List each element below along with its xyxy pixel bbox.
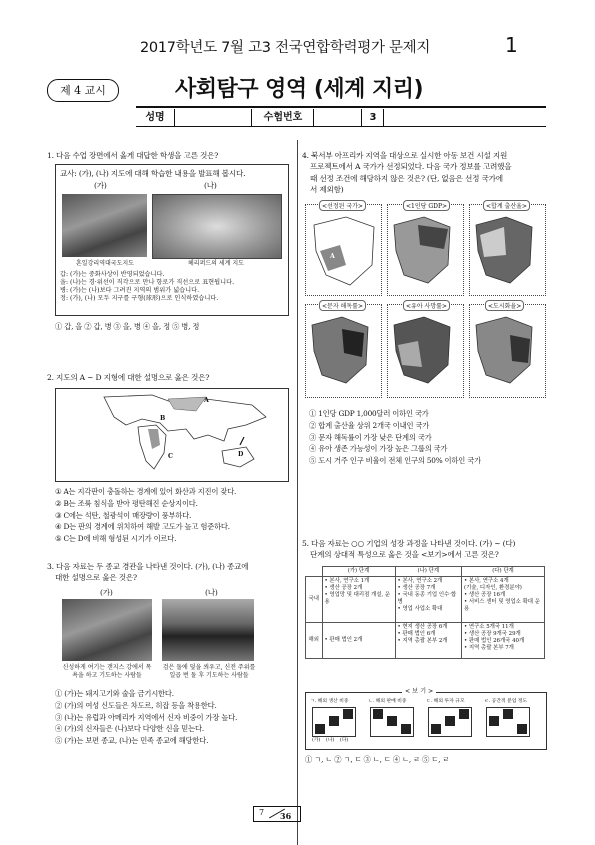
q1-caption-b: 헤리퍼드의 세계 지도: [188, 260, 244, 267]
axis-label-a: (가): [312, 738, 321, 743]
q4-option-3[interactable]: ③ 문자 해독률이 가장 낮은 단계의 국가: [309, 432, 432, 442]
q1-label-a: (가): [94, 181, 107, 190]
marker-a: A: [204, 397, 209, 404]
q4-option-5[interactable]: ⑤ 도시 거주 인구 비율이 전체 인구의 50% 이하인 국가: [309, 456, 481, 466]
fertility-map-shape: [470, 205, 545, 295]
q1-map-b: [152, 194, 282, 259]
bogi-graph-1: [312, 707, 356, 737]
stage-c-header: (다) 단계: [461, 567, 544, 577]
q1-options[interactable]: ① 갑, 을 ② 갑, 병 ③ 을, 병 ④ 을, 정 ⑤ 병, 정: [55, 322, 200, 331]
page-counter: [253, 806, 301, 822]
marker-b: B: [160, 415, 166, 422]
bogi-axis-labels: [312, 737, 542, 745]
map-label-a: A: [330, 253, 335, 260]
q4-stem-line4: 서 제외함): [310, 184, 344, 194]
column-divider: [297, 140, 298, 845]
q3-stem-line2: 대한 설명으로 옳은 것은?: [55, 573, 137, 583]
q1-label-b: (나): [204, 181, 217, 190]
q3-caption-b: 검은 돌에 덮을 씌우고, 신전 주위를 일곱 번 돌 후 기도하는 사람들: [162, 664, 256, 679]
q2-option-1[interactable]: ① A는 지각판이 충돌하는 경계에 있어 화산과 지진이 잦다.: [55, 487, 237, 496]
map-title-literacy: <문자 해독률>: [319, 300, 366, 311]
id-bar: [136, 109, 546, 127]
name-label: 성명: [145, 112, 165, 123]
literacy-map-shape: [306, 305, 381, 397]
q3-stem: [47, 561, 292, 584]
q3-label-a: (가): [100, 588, 113, 597]
axis-label-b: (나): [325, 738, 335, 743]
stage-a-header: (가) 단계: [322, 567, 395, 577]
map-gdp: [387, 204, 464, 296]
exam-title: 2017학년도 7월 고3 전국연합학력평가 문제지: [140, 40, 431, 56]
bogi-item-2: ㄴ. 해외 판매 비중: [368, 699, 407, 704]
q2-map: [55, 388, 289, 482]
q1-answer-gap: 갑: (가)는 중화사상이 반영되었습니다.: [60, 271, 165, 278]
q1-answer-eul: 을: (나)는 경·위선이 직각으로 만나 항로가 직선으로 표현됩니다.: [60, 279, 235, 286]
stage-b-header: (나) 단계: [395, 567, 461, 577]
q4-stem: [302, 150, 547, 195]
q1-map-a: [62, 194, 147, 257]
q1-answer-byeong: 병: (가)는 (나)보다 그려진 지역의 범위가 넓습니다.: [60, 287, 200, 294]
bogi-graph-3: [428, 707, 472, 737]
urban-map-shape: [470, 305, 545, 397]
map-selected: [305, 204, 382, 296]
marker-c: C: [168, 453, 173, 460]
map-title-urban: <도시화율>: [485, 300, 524, 311]
axis-label-c: (다): [339, 738, 349, 743]
q3-option-4[interactable]: ④ (가)의 신자들은 (나)보다 다양한 신을 믿는다.: [55, 724, 204, 734]
q3-options: [55, 688, 293, 747]
q5-options[interactable]: ① ㄱ, ㄴ ② ㄱ, ㄷ ③ ㄴ, ㄷ ④ ㄴ, ㄹ ⑤ ㄷ, ㄹ: [305, 755, 450, 764]
q2-option-3[interactable]: ③ C에는 석탄, 철광석이 매장량이 풍부하다.: [55, 510, 192, 520]
bogi-box: [305, 688, 547, 750]
q4-stem-line1: 4. 북서부 아프리카 지역을 대상으로 실시한 아동 보건 시설 지원: [302, 151, 508, 160]
stage-table: [305, 566, 545, 659]
q4-stem-line3: 때 선정 조건에 해당하지 않은 것은? (단, 없음은 선정 국가에: [310, 173, 503, 183]
stage-a-overseas: • 판매 법인 2개: [322, 623, 395, 659]
bogi-title: < 보 기 >: [402, 688, 436, 696]
map-title-gdp: <1인당 GDP>: [403, 200, 450, 211]
footer-page: 7: [259, 808, 265, 817]
q1-box: [55, 164, 289, 316]
stage-b-overseas: • 현지 생산 공장 6개 • 판매 법인 6개 • 지역 총괄 본부 2개: [395, 623, 461, 659]
q2-option-4[interactable]: ④ D는 판의 경계에 위치하여 해발 고도가 높고 험준하다.: [55, 522, 230, 532]
q4-option-4[interactable]: ④ 유아 생존 가능성이 가장 높은 그룹의 국가: [309, 444, 448, 454]
header-rule: [136, 106, 546, 108]
q3-stem-line1: 3. 다음 자료는 두 종교 경관을 나타낸 것이다. (가), (나) 종교에: [47, 562, 249, 571]
q5-stage-table: [305, 566, 545, 659]
gdp-map-shape: [388, 205, 463, 295]
q3-option-1[interactable]: ① (가)는 돼지고기와 술을 금기시한다.: [55, 689, 174, 698]
q1-teacher: 교사: (가), (나) 지도에 대해 학습한 내용을 발표해 봅시다.: [60, 169, 246, 178]
map-title-selected: <선정된 국가>: [319, 200, 366, 211]
exam-number-label: 수험번호: [251, 109, 314, 126]
name-field[interactable]: [174, 109, 252, 126]
exam-number-field[interactable]: [313, 109, 362, 126]
map-title-fertility: <합계 출산율>: [483, 200, 530, 211]
map-literacy: [305, 304, 382, 398]
q1-stem: 1. 다음 수업 장면에서 옳게 대답한 학생을 고른 것은?: [47, 151, 219, 160]
q1-answer-jeong: 정: (가), (나) 모두 지구를 구형(球形)으로 인식하였습니다.: [60, 295, 219, 302]
arc-line: [240, 437, 244, 445]
bogi-item-3: ㄷ. 해외 투자 규모: [426, 699, 465, 704]
map-fertility: [469, 204, 546, 296]
q3-option-5[interactable]: ⑤ (가)는 보편 종교, (나)는 민족 종교에 해당한다.: [55, 736, 209, 746]
stage-b-domestic: • 본사, 연구소 2개 • 생산 공장 7개 • 국내 동종 기업 인수·합병 • 영업 사업소 확대: [395, 577, 461, 623]
q4-option-1[interactable]: ① 1인당 GDP 1,000달러 이하인 국가: [309, 409, 429, 418]
q2-option-5[interactable]: ⑤ C는 D에 비해 형성된 시기가 이르다.: [55, 534, 177, 544]
exam-number-rest[interactable]: [383, 109, 547, 126]
q3-photo-a: [62, 599, 152, 661]
marker-d: D: [238, 451, 244, 458]
selected-map-shape: [306, 205, 381, 295]
q3-option-3[interactable]: ③ (나)는 유럽과 아메리카 지역에서 신자 비중이 가장 높다.: [55, 712, 238, 722]
row-domestic: 국내: [306, 577, 323, 623]
map-title-infant: <유아 사망률>: [403, 300, 450, 311]
session-badge: 제 4 교시: [47, 79, 119, 102]
q4-maps: [305, 200, 545, 400]
q5-stem-line1: 5. 다음 자료는 ○○ 기업의 성장 과정을 나타낸 것이다. (가) ~ (다): [302, 539, 516, 548]
map-infant: [387, 304, 464, 398]
row-overseas: 해외: [306, 623, 323, 659]
q5-stem: [302, 538, 547, 561]
q2-options: [55, 486, 293, 545]
q1-caption-a: 혼일강리역대국도지도: [76, 260, 134, 267]
footer-total: 36: [280, 811, 292, 821]
infant-map-shape: [388, 305, 463, 397]
q3-photo-b: [162, 599, 254, 661]
q2-option-2[interactable]: ② B는 조륙 침식을 받아 평탄해진 순상지이다.: [55, 498, 198, 508]
bogi-graph-2: [370, 707, 414, 737]
q4-option-2[interactable]: ② 합계 출산율 상위 2개국 이내인 국가: [309, 420, 430, 430]
q3-label-b: (나): [205, 588, 218, 597]
bogi-item-1: ㄱ. 해외 생산 비중: [310, 699, 349, 704]
world-map-figure: [56, 389, 288, 481]
bogi-graph-4: [486, 707, 530, 737]
subject-title: 사회탐구 영역 (세계 지리): [175, 77, 424, 102]
q4-options: [309, 408, 549, 467]
stage-a-domestic: • 본사, 연구소 1개 • 생산 공장 2개 • 영업망 및 대리점 개설, 운용: [322, 577, 395, 623]
q2-stem: 2. 지도의 A ~ D 지형에 대한 설명으로 옳은 것은?: [47, 373, 210, 382]
q4-stem-line2: 프로젝트에서 A 국가가 선정되었다. 다음 국가 정보를 고려했을: [310, 162, 512, 172]
stage-c-overseas: • 연구소 5개국 11개 • 생산 공장 9개국 29개 • 판매 법인 26개국 40개 • 지역 총괄 본부 7개: [461, 623, 544, 659]
q1-answers: [60, 271, 286, 303]
q5-stem-line2: 단계의 상대적 특성으로 옳은 것을 <보기>에서 고른 것은?: [310, 550, 499, 560]
map-urban: [469, 304, 546, 398]
stage-c-domestic: • 본사, 연구소 4개 (기술, 디자인, 환경분야) • 생산 공장 16개 • 서비스 센터 및 영업소 확대 운용: [461, 577, 544, 623]
page-number: 1: [505, 33, 518, 57]
q3-caption-a: 신성하게 여기는 갠지스 강에서 목욕을 하고 기도하는 사람들: [62, 664, 152, 679]
bogi-item-4: ㄹ. 공간적 분업 정도: [484, 699, 528, 704]
exam-number-digit: 3: [361, 109, 384, 126]
q3-option-2[interactable]: ② (가)의 여성 신도들은 차도르, 히잡 등을 착용한다.: [55, 700, 217, 710]
